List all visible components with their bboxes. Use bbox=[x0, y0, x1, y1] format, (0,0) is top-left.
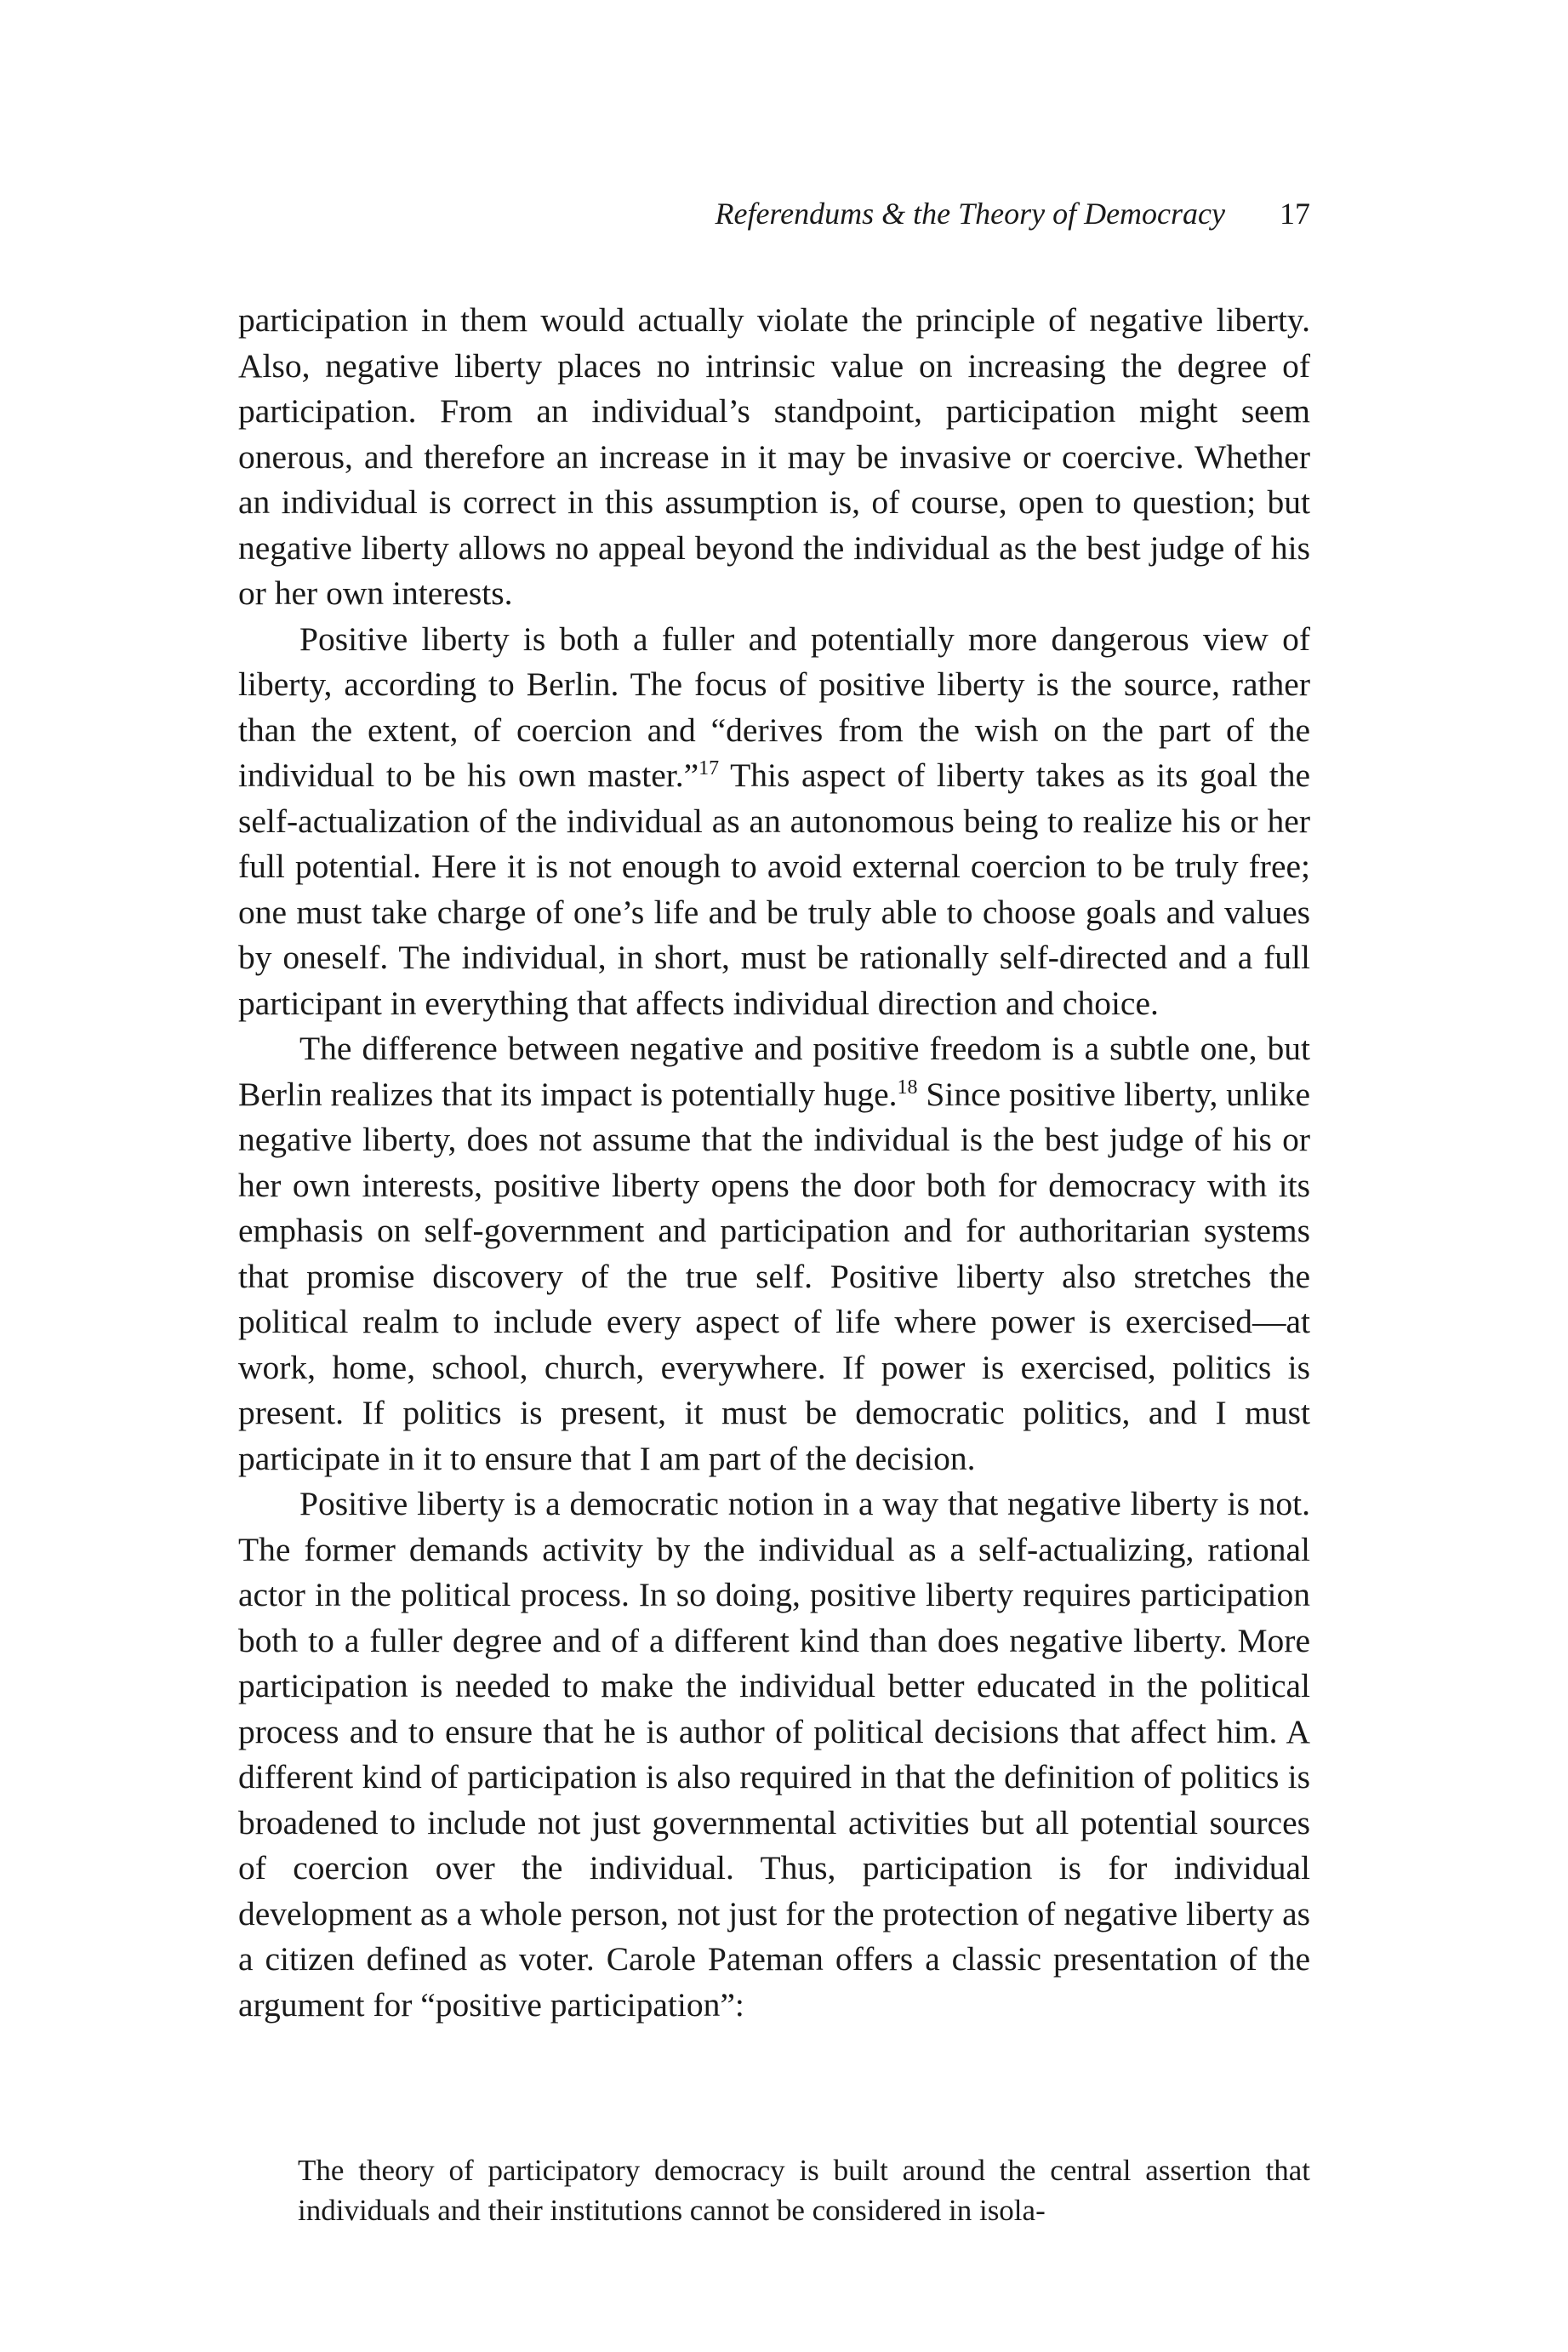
paragraph-2 bbox=[238, 617, 1310, 1027]
paragraph-2-text-b: This aspect of liberty takes as its goal the self-actualization of the individual as an autonomous being to realize his or her full potential. Here it is not enough to avoid external coercion to be truly free; one must take charge of one’s life and be truly able to choose goals and values by oneself. The individual, in short, must be rationally self-directed and a full participant in everything that affects individual direction and choice. bbox=[238, 756, 1310, 1022]
paragraph-4-text: Positive liberty is a democratic notion in a way that negative liberty is not. The former demands activity by the individual as a self-actualizing, rational actor in the political process. In so doing, positive liberty requires participation both to a fuller degree and of a different kind than does negative liberty. More participation is needed to make the individual better educated in the political process and to ensure that he is author of political decisions that affect him. A different kind of participation is also required in that the definition of politics is broadened to include not just governmental activities but all potential sources of coercion over the individual. Thus, participation is for individual development as a whole person, not just for the protection of negative liberty as a citizen defined as voter. Carole Pateman offers a classic presentation of the argument for “positive participation”: bbox=[238, 1485, 1310, 2024]
paragraph-3-text-a: The difference between negative and positive freedom is a subtle one, but Berlin realizes that its impact is potentially huge. bbox=[238, 1030, 1310, 1113]
footnote-ref-17: 17 bbox=[698, 757, 720, 779]
block-quote-text: The theory of participatory democracy is built around the central assertion that individuals and their institutions cannot be considered in isola- bbox=[298, 2154, 1310, 2227]
block-quote bbox=[298, 2150, 1310, 2230]
paragraph-4 bbox=[238, 1481, 1310, 2028]
paragraph-3-text-b: Since positive liberty, unlike negative liberty, does not assume that the individual is the best judge of his or her own interests, positive liberty opens the door both for democracy with its emphasis on self-government and participation and for authoritarian systems that promise discovery of the true self. Positive liberty also stretches the political realm to include every aspect of life where power is exercised—at work, home, school, church, everywhere. If power is exercised, politics is present. If politics is present, it must be democratic politics, and I must participate in it to ensure that I am part of the decision. bbox=[238, 1075, 1311, 1477]
paragraph-3 bbox=[238, 1026, 1310, 1481]
paragraph-2-text-a: Positive liberty is both a fuller and potentially more dangerous view of liberty, according to Berlin. The focus of positive liberty is the source, rather than the extent, of coercion and “derives from the wish on the part of the individual to be his own master.” bbox=[238, 619, 1310, 794]
running-title: Referendums & the Theory of Democracy bbox=[715, 197, 1225, 231]
paragraph-1 bbox=[238, 298, 1310, 617]
footnote-ref-18: 18 bbox=[897, 1076, 918, 1099]
running-head bbox=[238, 192, 1310, 235]
body-text bbox=[238, 298, 1310, 2028]
page-number: 17 bbox=[1280, 197, 1310, 231]
paragraph-1-text: participation in them would actually violate the principle of negative liberty. Also, negative liberty places no intrinsic value on increasing the degree of participation. From an individual’s standpoint, participation might seem onerous, and therefore an increase in it may be invasive or coercive. Whether an individual is correct in this assumption is, of course, open to question; but negative liberty allows no appeal beyond the individual as the best judge of his or her own interests. bbox=[238, 301, 1310, 612]
